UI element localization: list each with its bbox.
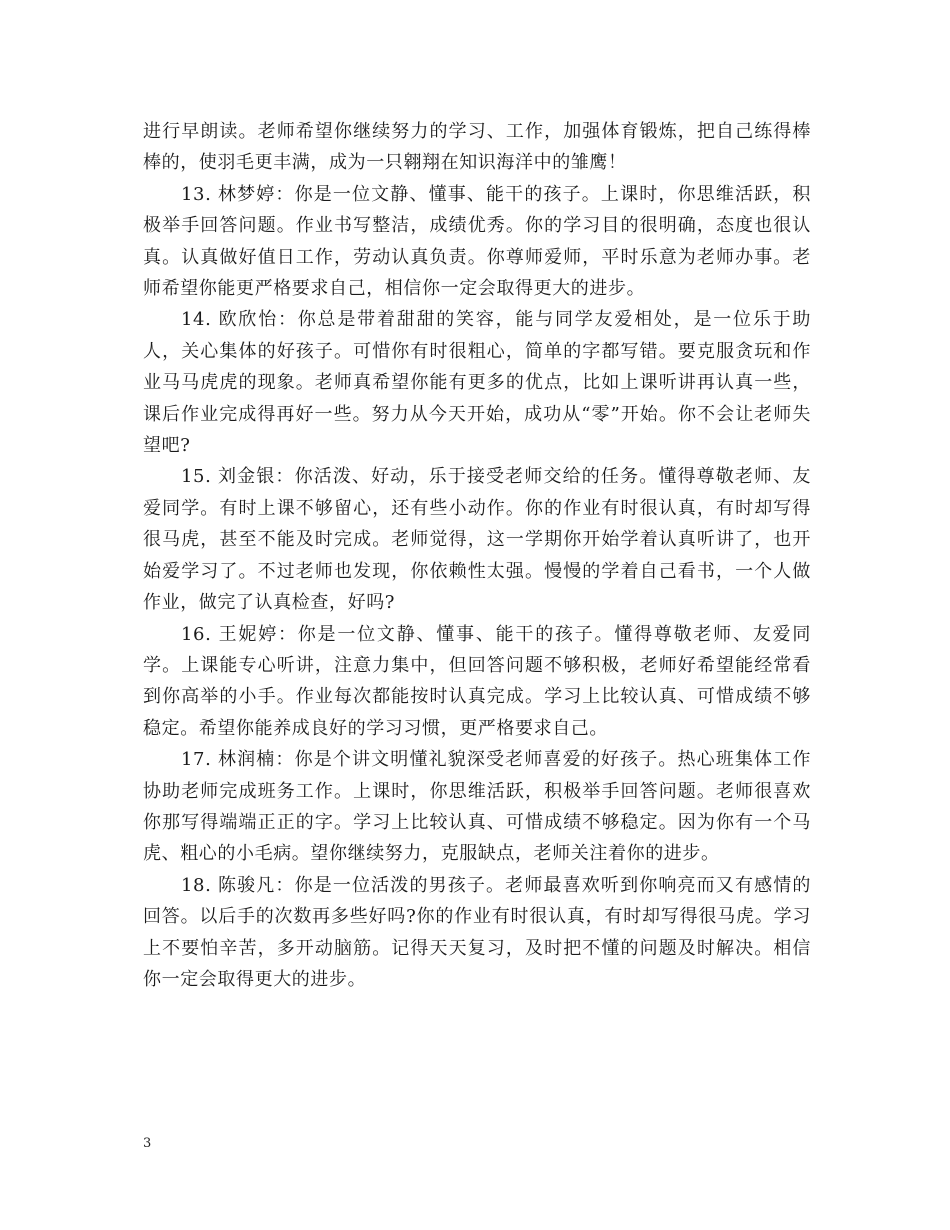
paragraph-text: 林润楠：你是个讲文明懂礼貌深受老师喜爱的好孩子。热心班集体工作协助老师完成班务工作。上课时，你思维活跃，积极举手回答问题。老师很喜欢你那写得端端正正的字。学习上比较认真、可惜成绩不够稳定。因为你有一个马虎、粗心的小毛病。望你继续努力，克服缺点，老师关注着你的进步。 [143, 749, 811, 865]
paragraph-continuation [143, 116, 811, 179]
paragraph-number: 14. [181, 309, 212, 331]
paragraph-number: 16. [181, 623, 212, 645]
paragraph-13 [143, 179, 811, 305]
paragraph-15 [143, 461, 811, 618]
paragraph-number: 18. [181, 874, 212, 896]
paragraph-text: 进行早朗读。老师希望你继续努力的学习、工作，加强体育锻炼，把自己练得棒棒的，使羽毛更丰满，成为一只翱翔在知识海洋中的雏鹰！ [143, 121, 811, 174]
paragraph-number: 13. [181, 183, 212, 205]
paragraph-16 [143, 619, 811, 745]
paragraph-14 [143, 304, 811, 461]
paragraph-number: 15. [181, 466, 212, 488]
paragraph-text: 欧欣怡：你总是带着甜甜的笑容，能与同学友爱相处，是一位乐于助人，关心集体的好孩子。可惜你有时很粗心，简单的字都写错。要克服贪玩和作业马马虎虎的现象。老师真希望你能有更多的优点，比如上课听讲再认真一些，课后作业完成得再好一些。努力从今天开始，成功从“零”开始。你不会让老师失望吧? [143, 309, 811, 457]
paragraph-18 [143, 870, 811, 996]
paragraph-text: 刘金银：你活泼、好动，乐于接受老师交给的任务。懂得尊敬老师、友爱同学。有时上课不够留心，还有些小动作。你的作业有时很认真，有时却写得很马虎，甚至不能及时完成。老师觉得，这一学期你开始学着认真听讲了，也开始爱学习了。不过老师也发现，你依赖性太强。慢慢的学着自己看书，一个人做作业，做完了认真检查，好吗? [143, 466, 811, 614]
paragraph-text: 王妮婷：你是一位文静、懂事、能干的孩子。懂得尊敬老师、友爱同学。上课能专心听讲，注意力集中，但回答问题不够积极，老师好希望能经常看到你高举的小手。作业每次都能按时认真完成。学习上比较认真、可惜成绩不够稳定。希望你能养成良好的学习习惯，更严格要求自己。 [143, 623, 811, 739]
paragraph-text: 林梦婷：你是一位文静、懂事、能干的孩子。上课时，你思维活跃，积极举手回答问题。作业书写整洁，成绩优秀。你的学习目的很明确，态度也很认真。认真做好值日工作，劳动认真负责。你尊师爱师，平时乐意为老师办事。老师希望你能更严格要求自己，相信你一定会取得更大的进步。 [143, 183, 811, 300]
paragraph-number: 17. [181, 749, 212, 771]
document-body [143, 116, 811, 995]
paragraph-text: 陈骏凡：你是一位活泼的男孩子。老师最喜欢听到你响亮而又有感情的回答。以后手的次数再多些好吗?你的作业有时很认真，有时却写得很马虎。学习上不要怕辛苦，多开动脑筋。记得天天复习，及时把不懂的问题及时解决。相信你一定会取得更大的进步。 [143, 874, 811, 990]
paragraph-17 [143, 744, 811, 870]
page-number: 3 [143, 1136, 152, 1151]
